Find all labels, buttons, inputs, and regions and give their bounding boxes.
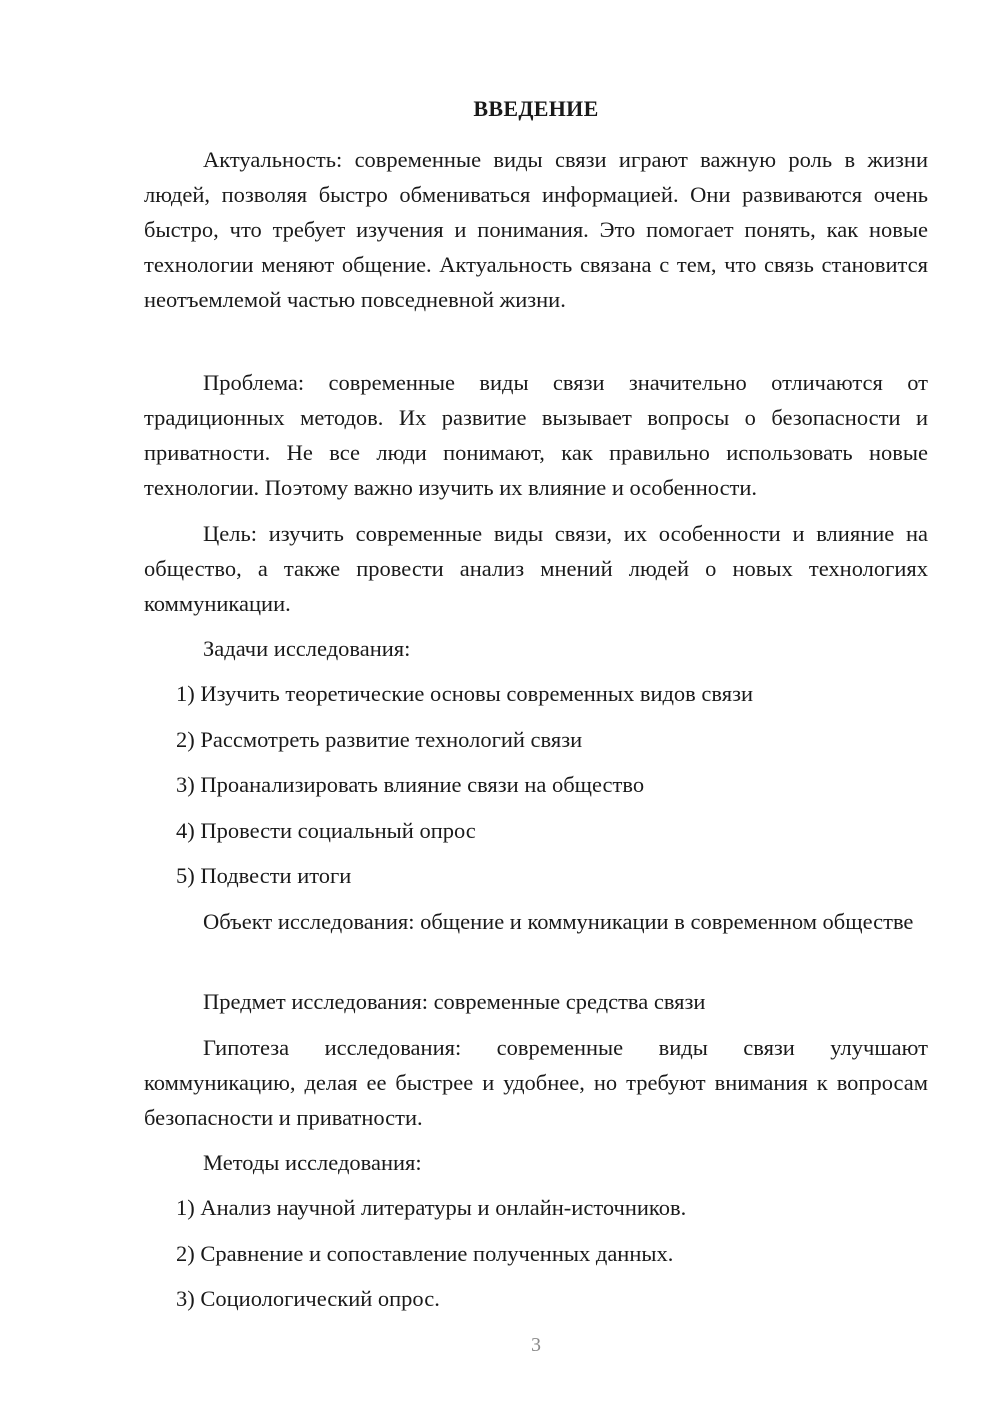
method-item: 2) Сравнение и сопоставление полученных данных. xyxy=(176,1241,674,1266)
task-item: 5) Подвести итоги xyxy=(176,863,352,888)
object-paragraph: Объект исследования: общение и коммуникации в современном обществе xyxy=(203,909,914,934)
method-item: 3) Социологический опрос. xyxy=(176,1286,440,1311)
task-item: 1) Изучить теоретические основы современных видов связи xyxy=(176,681,754,706)
tasks-label: Задачи исследования: xyxy=(203,636,411,661)
page-number: 3 xyxy=(531,1334,541,1356)
goal-paragraph: Цель: изучить современные виды связи, их особенности и влияние на общество, а также провести анализ мнений людей о новых технологиях коммуникации. xyxy=(144,521,928,616)
section-heading: ВВЕДЕНИЕ xyxy=(473,96,599,121)
task-item: 2) Рассмотреть развитие технологий связи xyxy=(176,727,583,752)
task-item: 3) Проанализировать влияние связи на общество xyxy=(176,772,645,797)
problem-paragraph: Проблема: современные виды связи значительно отличаются от традиционных методов. Их развитие вызывает вопросы о безопасности и приватности. Не все люди понимают, как правильно использовать новые технологии. Поэтому важно изучить их влияние и особенности. xyxy=(144,370,928,500)
subject-line: Предмет исследования: современные средства связи xyxy=(203,989,706,1014)
relevance-paragraph: Актуальность: современные виды связи играют важную роль в жизни людей, позволяя быстро обмениваться информацией. Они развиваются очень быстро, что требует изучения и понимания. Это помогает понять, как новые технологии меняют общение. Актуальность связана с тем, что связь становится неотъемлемой частью повседневной жизни. xyxy=(144,147,928,312)
hypothesis-paragraph: Гипотеза исследования: современные виды связи улучшают коммуникацию, делая ее быстрее и удобнее, но требуют внимания к вопросам безопасности и приватности. xyxy=(144,1035,928,1130)
task-item: 4) Провести социальный опрос xyxy=(176,818,476,843)
method-item: 1) Анализ научной литературы и онлайн-источников. xyxy=(176,1195,687,1220)
methods-label: Методы исследования: xyxy=(203,1150,422,1175)
